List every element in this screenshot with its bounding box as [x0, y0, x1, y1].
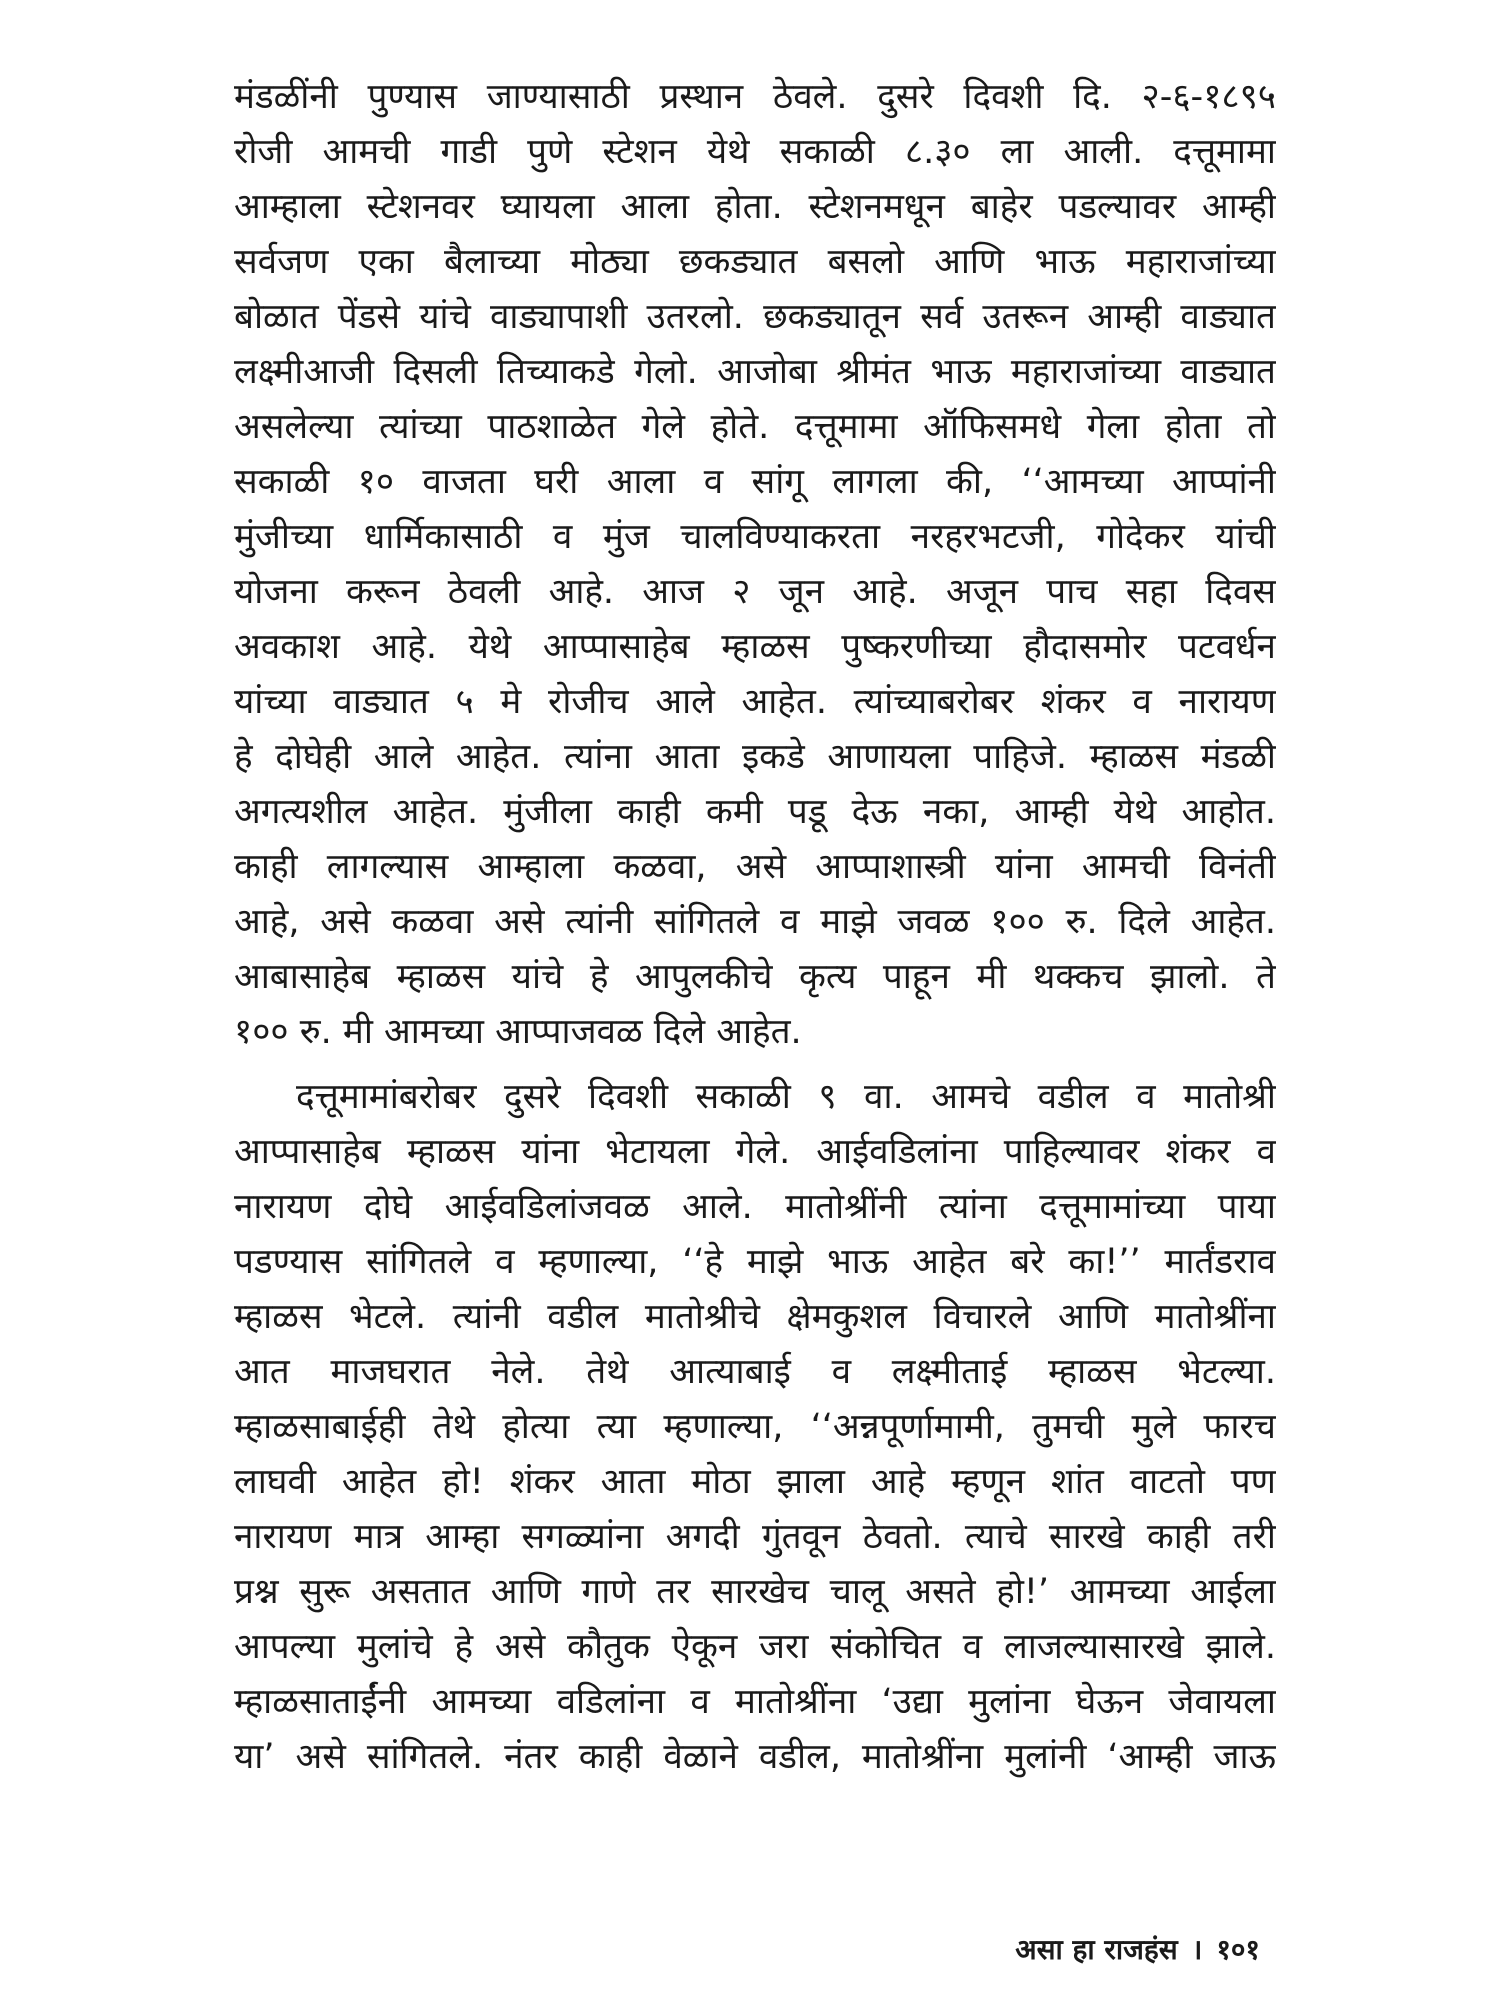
text-line: मंडळींनी पुण्यास जाण्यासाठी प्रस्थान ठेवले. दुसरे दिवशी दि. २-६-१८९५ [234, 77, 1276, 117]
text-line: योजना करून ठेवली आहे. आज २ जून आहे. अजून पाच सहा दिवस [234, 572, 1276, 612]
text-line: म्हाळसाताईंनी आमच्या वडिलांना व मातोश्रींना ‘उद्या मुलांना घेऊन जेवायला [234, 1682, 1276, 1722]
text-line: हे दोघेही आले आहेत. त्यांना आता इकडे आणायला पाहिजे. म्हाळस मंडळी [234, 737, 1276, 777]
text-line: यांच्या वाड्यात ५ मे रोजीच आले आहेत. त्यांच्याबरोबर शंकर व नारायण [234, 682, 1276, 722]
text-line: सर्वजण एका बैलाच्या मोठ्या छकड्यात बसलो आणि भाऊ महाराजांच्या [234, 242, 1276, 282]
text-line: पडण्यास सांगितले व म्हणाल्या, ‘‘हे माझे भाऊ आहेत बरे का!’’ मार्तंडराव [234, 1242, 1276, 1282]
running-title: असा हा राजहंस [1015, 1933, 1178, 1966]
text-line: प्रश्न सुरू असतात आणि गाणे तर सारखेच चालू असते हो!’ आमच्या आईला [234, 1572, 1276, 1612]
text-line: नारायण दोघे आईवडिलांजवळ आले. मातोश्रींनी त्यांना दत्तूमामांच्या पाया [234, 1187, 1276, 1227]
text-line: म्हाळस भेटले. त्यांनी वडील मातोश्रीचे क्षेमकुशल विचारले आणि मातोश्रींना [234, 1297, 1276, 1337]
text-line: आपल्या मुलांचे हे असे कौतुक ऐकून जरा संकोचित व लाजल्यासारखे झाले. [234, 1627, 1276, 1667]
text-line: अगत्यशील आहेत. मुंजीला काही कमी पडू देऊ नका, आम्ही येथे आहोत. [234, 792, 1276, 832]
text-line: अवकाश आहे. येथे आप्पासाहेब म्हाळस पुष्करणीच्या हौदासमोर पटवर्धन [234, 627, 1276, 667]
text-line: म्हाळसाबाईही तेथे होत्या त्या म्हणाल्या, ‘‘अन्नपूर्णामामी, तुमची मुले फारच [234, 1407, 1276, 1447]
text-line: या’ असे सांगितले. नंतर काही वेळाने वडील, मातोश्रींना मुलांनी ‘आम्ही जाऊ [234, 1737, 1276, 1777]
text-line: आहे, असे कळवा असे त्यांनी सांगितले व माझे जवळ १०० रु. दिले आहेत. [234, 902, 1276, 942]
text-line: १०० रु. मी आमच्या आप्पाजवळ दिले आहेत. [234, 1012, 802, 1052]
text-line: आप्पासाहेब म्हाळस यांना भेटायला गेले. आईवडिलांना पाहिल्यावर शंकर व [234, 1132, 1276, 1172]
text-line: काही लागल्यास आम्हाला कळवा, असे आप्पाशास्त्री यांना आमची विनंती [234, 847, 1276, 887]
text-line: मुंजीच्या धार्मिकासाठी व मुंज चालविण्याकरता नरहरभटजी, गोदेकर यांची [234, 517, 1276, 557]
text-line: दत्तूमामांबरोबर दुसरे दिवशी सकाळी ९ वा. आमचे वडील व मातोश्री [296, 1077, 1276, 1117]
text-line: सकाळी १० वाजता घरी आला व सांगू लागला की, ‘‘आमच्या आप्पांनी [234, 462, 1276, 502]
page-number: १०१ [1216, 1933, 1260, 1966]
text-line: लक्ष्मीआजी दिसली तिच्याकडे गेलो. आजोबा श्रीमंत भाऊ महाराजांच्या वाड्यात [234, 352, 1276, 392]
text-line: लाघवी आहेत हो! शंकर आता मोठा झाला आहे म्हणून शांत वाटतो पण [234, 1462, 1276, 1502]
text-line: असलेल्या त्यांच्या पाठशाळेत गेले होते. दत्तूमामा ऑफिसमधे गेला होता तो [234, 407, 1276, 447]
text-line: नारायण मात्र आम्हा सगळ्यांना अगदी गुंतवून ठेवतो. त्याचे सारखे काही तरी [234, 1517, 1276, 1557]
text-line: आम्हाला स्टेशनवर घ्यायला आला होता. स्टेशनमधून बाहेर पडल्यावर आम्ही [234, 187, 1276, 227]
text-line: आत माजघरात नेले. तेथे आत्याबाई व लक्ष्मीताई म्हाळस भेटल्या. [234, 1352, 1276, 1392]
footer-separator: । [1191, 1933, 1203, 1966]
text-line: रोजी आमची गाडी पुणे स्टेशन येथे सकाळी ८.३० ला आली. दत्तूमामा [234, 132, 1276, 172]
page-footer [1015, 1930, 1260, 1968]
text-line: बोळात पेंडसे यांचे वाड्यापाशी उतरलो. छकड्यातून सर्व उतरून आम्ही वाड्यात [234, 297, 1276, 337]
text-line: आबासाहेब म्हाळस यांचे हे आपुलकीचे कृत्य पाहून मी थक्कच झालो. ते [234, 957, 1276, 997]
